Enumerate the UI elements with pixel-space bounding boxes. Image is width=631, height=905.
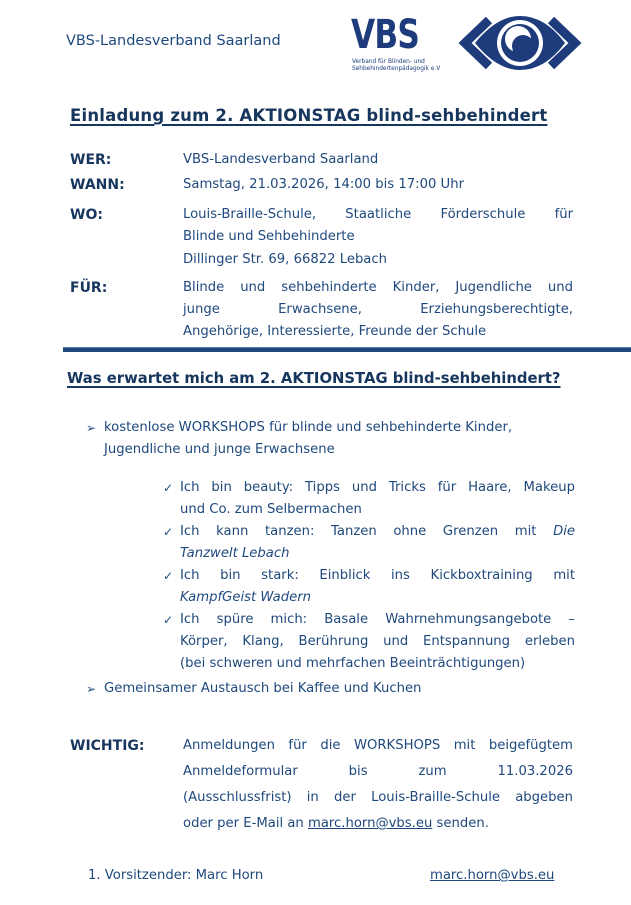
check-icon: ✓: [163, 525, 174, 539]
footer-chairman: 1. Vorsitzender: Marc Horn: [88, 868, 264, 883]
wann-value: Samstag, 21.03.2026, 14:00 bis 17:00 Uhr: [183, 177, 464, 192]
org-name: VBS-Landesverband Saarland: [66, 33, 281, 49]
check-icon: ✓: [163, 481, 174, 495]
arrow-bullet-icon: ➢: [86, 421, 97, 435]
page-title: Einladung zum 2. AKTIONSTAG blind-sehbehindert: [70, 106, 548, 125]
wichtig-text: [183, 733, 573, 837]
wichtig-line2: Anmeldeformular bis zum 11.03.2026: [183, 764, 573, 779]
wer-value: VBS-Landesverband Saarland: [183, 152, 379, 167]
wer-label: WER:: [70, 152, 112, 168]
list-item: [163, 609, 575, 675]
workshop-tanzen: Ich kann tanzen: Tanzen ohne Grenzen mit Die Tanzwelt Lebach: [180, 524, 575, 561]
fuer-label: FÜR:: [70, 280, 108, 296]
bullet-workshops-line1: kostenlose WORKSHOPS für blinde und sehbehinderte Kinder,: [104, 420, 513, 435]
vbs-logo-tagline: [352, 58, 440, 72]
wichtig-label: WICHTIG:: [70, 738, 145, 754]
wo-label: WO:: [70, 207, 103, 223]
bullet-workshops-line2: Jugendliche und junge Erwachsene: [104, 442, 335, 457]
fuer-value-line2: junge Erwachsene, Erziehungsberechtigte,: [183, 302, 573, 317]
list-item: [163, 521, 575, 565]
wichtig-line3: (Ausschlussfrist) in der Louis-Braille-Schule abgeben: [183, 790, 573, 805]
wichtig-line1: Anmeldungen für die WORKSHOPS mit beigefügtem: [183, 738, 573, 753]
workshop-list: [163, 477, 575, 675]
wichtig-line4: oder per E-Mail an marc.horn@vbs.eu senden.: [183, 816, 489, 831]
list-item: [163, 477, 575, 521]
check-icon: ✓: [163, 569, 174, 583]
fuer-value-line1: Blinde und sehbehinderte Kinder, Jugendliche und: [183, 280, 573, 295]
vbs-logo-wordmark: VBS: [351, 12, 420, 58]
fuer-value-line3: Angehörige, Interessierte, Freunde der Schule: [183, 324, 487, 339]
wo-value-line1: Louis-Braille-Schule, Staatliche Förderschule für: [183, 207, 573, 222]
section-divider: [63, 347, 631, 352]
wo-address: Dillinger Str. 69, 66822 Lebach: [183, 252, 387, 267]
list-item: [163, 565, 575, 609]
check-icon: ✓: [163, 613, 174, 627]
workshop-spuere-mich: Ich spüre mich: Basale Wahrnehmungsangebote – Körper, Klang, Berührung und Entspannung erleben (bei schweren und mehrfachen Beeinträchtigungen): [180, 612, 575, 671]
bullet-workshops: [86, 417, 578, 461]
email-link[interactable]: marc.horn@vbs.eu: [307, 816, 433, 831]
arrow-bullet-icon: ➢: [86, 682, 97, 696]
wo-value-line2: Blinde und Sehbehinderte: [183, 229, 355, 244]
wann-label: WANN:: [70, 177, 125, 193]
vbs-logo-tagline-line1: Verband für Blinden- und: [352, 58, 425, 65]
bullet-austausch-text: Gemeinsamer Austausch bei Kaffee und Kuchen: [104, 681, 422, 696]
fuer-value: [183, 277, 573, 343]
workshop-stark: Ich bin stark: Einblick ins Kickboxtraining mit KampfGeist Wadern: [180, 568, 575, 605]
bullet-workshops-text: [104, 417, 512, 461]
vbs-logo-tagline-line2: Sehbehindertenpädagogik e.V: [352, 65, 441, 72]
bullet-austausch: [86, 678, 578, 700]
eye-logo-icon: [459, 14, 581, 72]
section-heading: Was erwartet mich am 2. AKTIONSTAG blind-sehbehindert?: [67, 370, 561, 387]
wo-value: [183, 204, 573, 248]
workshop-beauty: Ich bin beauty: Tipps und Tricks für Haare, Makeup und Co. zum Selbermachen: [180, 480, 575, 517]
footer-email-link[interactable]: marc.horn@vbs.eu: [430, 868, 555, 883]
